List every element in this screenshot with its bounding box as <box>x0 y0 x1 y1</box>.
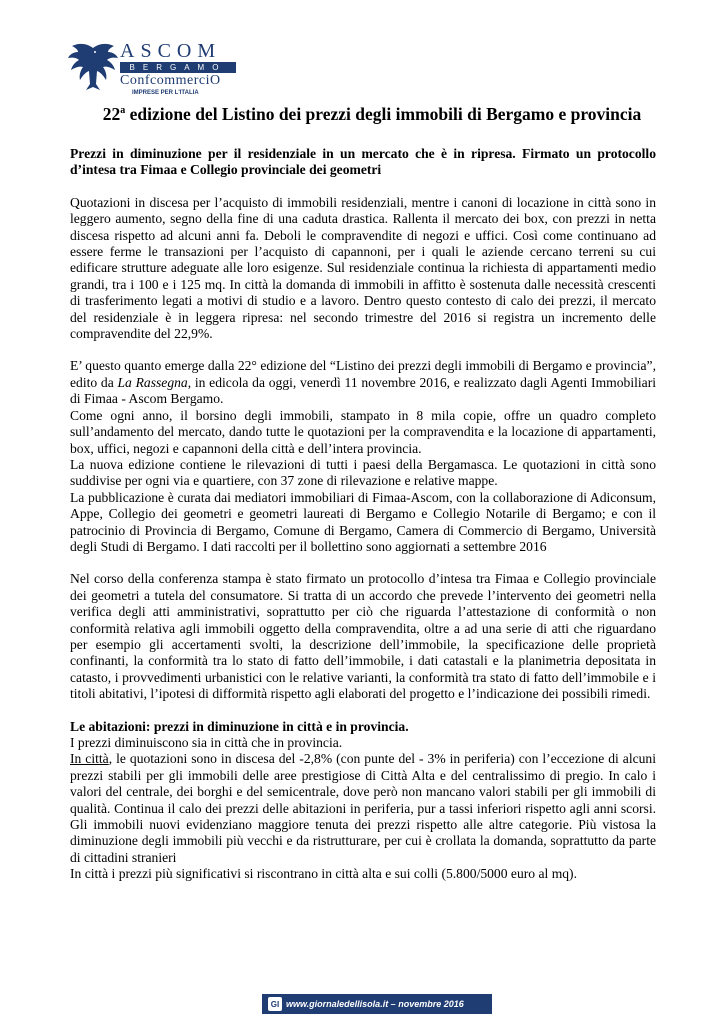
ascom-confcommercio-logo <box>68 40 238 96</box>
article-body <box>70 146 656 883</box>
paragraph-6: Nel corso della conferenza stampa è stato firmato un protocollo d’intesa tra Fimaa e Collegio provinciale dei geometri a tutela del consumatore. Si tratta di un accordo che prevede l’intervento dei geometri nella verifica degli atti amministrativi, soprattutto per ciò che riguarda l’attestazione di conformità o non conformità relativa agli immobili oggetto della compravendita, oltre a ad una serie di atti che riguardano per esempio gli accertamenti svolti, la descrizione dell’immobile, la specificazione delle proprietà confinanti, la conformità tra lo stato di fatto dell’immobile, i dati catastali e la planimetria depositata in catasto, i provvedimenti urbanistici con le relative varianti, la conformità tra stato di fatto dell’immobile e i titoli abitativi, l’ipotesi di difformità rispetto agli elaborati del progetto e l’indicazione dei possibili rimedi. <box>70 571 656 702</box>
footer-text: www.giornaledellisola.it – novembre 2016 <box>286 999 464 1009</box>
title-edition: 22 <box>102 104 121 124</box>
logo-imprese-text: IMPRESE PER L'ITALIA <box>132 90 199 96</box>
footer-bar <box>262 994 492 1014</box>
logo-bergamo-text: BERGAMO <box>120 62 236 73</box>
title-edition-sup: a <box>120 105 126 117</box>
paragraph-2-b: , in edicola da oggi, venerdì 11 novembre 2016, e realizzato dagli Agenti Immobiliari di Fimaa - Ascom Bergamo. <box>70 374 656 407</box>
section-heading: Le abitazioni: prezzi in diminuzione in città e in provincia. <box>70 718 409 734</box>
paragraph-2-a: E’ questo quanto emerge dalla 22° edizione del “Listino dei prezzi degli immobili di Bergamo e provincia”, edito da <box>70 358 656 390</box>
paragraph-7: I prezzi diminuiscono sia in città che in provincia. <box>70 735 343 750</box>
paragraph-8-underlined: In città <box>70 751 109 767</box>
logo-ascom-text: ASCOM <box>120 40 222 62</box>
paragraph-8-text: , le quotazioni sono in discesa del -2,8% (con punte del - 3% in periferia) con l’eccezione di alcuni prezzi stabili per gli immobili delle aree prestigiose di Città Alta e del centralissimo di pregio. In calo i valori del centrale, dei borghi e del semicentrale, dove però non mancano valori stabili per gli immobili di qualità. Continua il calo dei prezzi delle abitazioni in periferia, pur a tassi inferiori rispetto agli anni scorsi. Gli immobili nuovi evidenziano maggiore tenuta dei prezzi rispetto alle altre categorie. Più vistosa la diminuzione degli immobili più vecchi e da ristrutturare, per cui è crollata la domanda, soprattutto da parte di cittadini stranieri <box>70 751 656 865</box>
title-text: edizione del Listino dei prezzi degli immobili di Bergamo e provincia <box>125 104 642 124</box>
logo-confcommercio-text: ConfcommerciO <box>120 73 221 88</box>
publication-name: La Rassegna <box>117 374 188 390</box>
paragraph-9: In città i prezzi più significativi si riscontrano in città alta e sui colli (5.800/5000 euro al mq). <box>70 866 577 882</box>
paragraph-4: La nuova edizione contiene le rilevazioni di tutti i paesi della Bergamasca. Le quotazioni in città sono suddivise per ogni via e quartiere, con 37 zone di rilevazione e relative mappe. <box>70 456 656 489</box>
paragraph-3: Come ogni anno, il borsino degli immobili, stampato in 8 mila copie, offre un quadro completo sull’andamento del mercato, dando tutte le quotazioni per la compravendita e la locazione di appartamenti, box, uffici, negozi e capannoni della città e dell’intera provincia. <box>70 407 656 456</box>
paragraph-2 <box>70 358 656 407</box>
paragraph-5: La pubblicazione è curata dai mediatori immobiliari di Fimaa-Ascom, con la collaborazione di Adiconsum, Appe, Collegio dei geometri e geometri laureati di Bergamo e Collegio Notarile di Bergamo; e con il patrocinio di Provincia di Bergamo, Comune di Bergamo, Camera di Commercio di Bergamo, Università degli Studi di Bergamo. I dati raccolti per il bollettino sono aggiornati a settembre 2016 <box>70 489 656 554</box>
page-title <box>60 104 684 125</box>
article-subtitle: Prezzi in diminuzione per il residenziale in un mercato che è in ripresa. Firmato un protocollo d’intesa tra Fimaa e Collegio provinciale dei geometri <box>70 146 656 178</box>
paragraph-8 <box>70 751 656 866</box>
giornale-logo-icon: GI <box>268 997 282 1011</box>
eagle-icon <box>68 40 118 92</box>
paragraph-1: Quotazioni in discesa per l’acquisto di immobili residenziali, mentre i canoni di locazione in città sono in leggero aumento, segno della fine di una caduta drastica. Rallenta il mercato dei box, con prezzi in netta discesa rispetto ad alcuni anni fa. Deboli le compravendite di negozi e uffici. Così come continuano ad essere ferme le transazioni per l’acquisto di capannoni, per i quali le aziende cercano terreni su cui edificare strutture adeguate alle loro esigenze. Sul residenziale continua la richiesta di appartamenti medio grandi, tra i 100 e i 125 mq. In città la domanda di immobili in affitto è sostenuta dalle necessità crescenti di trasferimento legati a motivi di studio e a lavoro. Dentro questo contesto di calo dei prezzi, il mercato del residenziale è in leggera ripresa: nel secondo trimestre del 2016 si registra un incremento delle compravendite del 22,9%. <box>70 194 656 342</box>
